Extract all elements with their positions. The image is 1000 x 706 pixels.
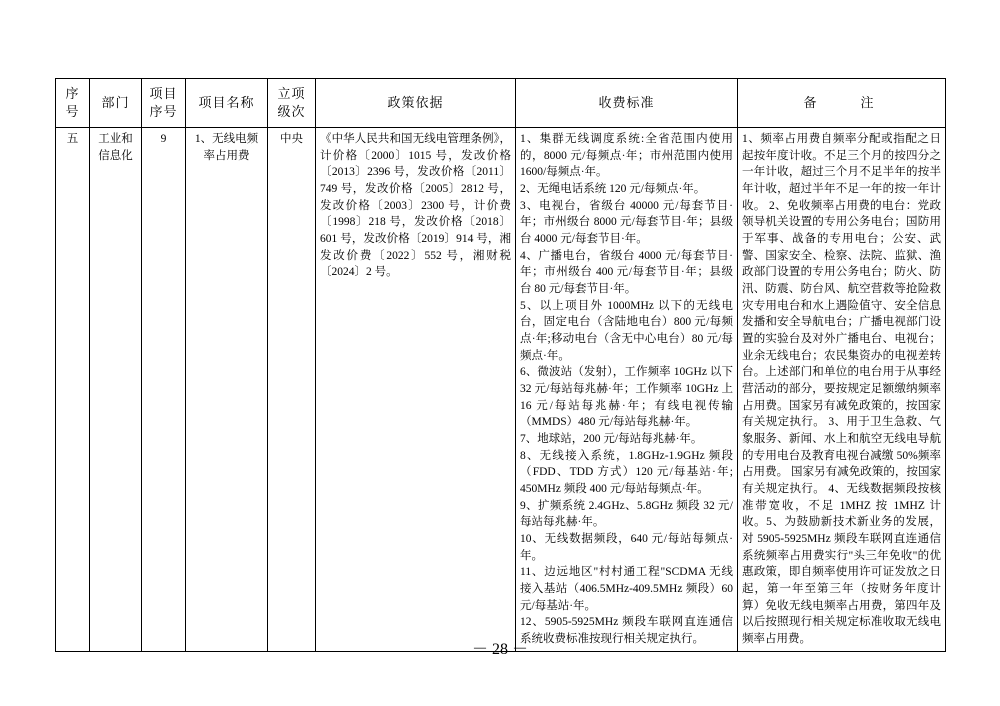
header-seq-label: 序号	[65, 86, 80, 119]
paragraph: 7、地球站，200 元/每站每兆赫·年。	[520, 433, 703, 446]
paragraph: 4、广播电台，省级台 4000 元/每套节目·年；市州级台 400 元/每套节目·年；县级台 80 元/每套节目·年。	[520, 249, 733, 296]
header-seq	[56, 79, 90, 128]
page-number: － 28 －	[471, 641, 528, 658]
header-standard	[516, 79, 738, 128]
header-dept-label: 部门	[101, 95, 130, 111]
header-policy	[316, 79, 516, 128]
header-standard-label: 收费标准	[598, 95, 655, 111]
header-remark	[738, 79, 946, 128]
paragraph: 1、集群无线调度系统:全省范围内使用的，8000 元/每频点·年；市州范围内使用 1600/每频点·年。	[520, 133, 733, 179]
header-level	[268, 79, 316, 128]
cell-item-name: 1、无线电频率占用费	[186, 128, 268, 652]
policy-text: 《中华人民共和国无线电管理条例》，计价格〔2000〕1015 号，发改价格〔2013〕2396 号，发改价格〔2011〕749 号，发改价格〔2005〕2812 号，发改价格〔2003〕2300 号，计价费〔1998〕218 号，发改价格〔2018〕601 号，发改价格〔2019〕914 号，湘发改价费〔2022〕552 号，湘财税〔2024〕2 号。	[320, 133, 511, 279]
header-item-no	[142, 79, 186, 128]
header-remark-label: 备 注	[803, 95, 880, 111]
table-header-row	[56, 79, 946, 128]
table-row	[56, 128, 946, 652]
header-item-no-label: 项目序号	[149, 86, 178, 119]
cell-dept: 工业和信息化	[90, 128, 142, 652]
cell-standard	[516, 128, 738, 652]
paragraph: 9、扩频系统 2.4GHz、5.8GHz 频段 32 元/每站每兆赫·年。	[520, 499, 733, 529]
header-level-label: 立项级次	[277, 86, 306, 119]
header-dept	[90, 79, 142, 128]
cell-level: 中央	[268, 128, 316, 652]
paragraph: 6、微波站（发射），工作频率 10GHz 以下 32 元/每站每兆赫·年；工作频率 10GHz 上 16 元/每站每兆赫·年；有线电视传输（MMDS）480 元/每站每兆赫·年。	[520, 366, 733, 429]
header-policy-label: 政策依据	[387, 95, 444, 111]
paragraph: 10、无线数据频段，640 元/每站每频点·年。	[520, 533, 733, 562]
paragraph: 11、边远地区"村村通工程"SCDMA 无线接入基站（406.5MHz-409.5MHz 频段）60 元/每基站·年。	[520, 566, 733, 612]
paragraph: 5、以上项目外 1000MHz 以下的无线电台，固定电台（含陆地电台）800 元/每频点·年;移动电台（含无中心电台）80 元/每频点·年。	[520, 299, 733, 362]
remark-list	[742, 131, 941, 648]
cell-item-no: 9	[142, 128, 186, 652]
cell-seq: 五	[56, 128, 90, 652]
paragraph: 3、电视台，省级台 40000 元/每套节目·年；市州级台 8000 元/每套节目·年；县级台 4000 元/每套节目·年。	[520, 199, 733, 246]
paragraph: 2、无绳电话系统 120 元/每频点·年。	[520, 183, 706, 196]
paragraph: 1、频率占用费自频率分配或指配之日起按年度计收。不足三个月的按四分之一年计收，超过三个月不足半年的按半年计收，超过半年不足一年的按一年计收。 2、免收频率占用费的电台：党政领导机关设置的专用公务电台；国防用于军事、战备的专用电台；公安、武警、国家安全、检察、法院、监狱、渔政部门设置的专用公务电台；防火、防汛、防震、防台风、航空营救等抢险救灾专用电台和水上遇险值守、安全信息发播和安全导航电台；广播电视部门设置的实验台及对外广播电台、电视台；业余无线电台；农民集资办的电视差转台。上述部门和单位的电台用于从事经营活动的部分，要按规定足额缴纳频率占用费。国家另有减免政策的，按国家有关规定执行。 3、用于卫生急救、气象服务、新闻、水上和航空无线电导航的专用电台及教育电视台减缴 50%频率占用费。 国家另有减免政策的，按国家有关规定执行。 4、无线数据频段按核准带宽收，不足 1MHZ 按 1MHZ 计收。5、为鼓励新技术新业务的发展，对 5905-5925MHz 频段车联网直连通信系统频率占用费实行"头三年免收"的优惠政策，即自频率使用许可证发放之日起，第一年至第三年（按财务年度计算）免收无线电频率占用费，第四年及以后按照现行相关规定标准收取无线电频率占用费。	[742, 133, 941, 646]
standard-list	[520, 131, 733, 648]
paragraph: 12、5905-5925MHz 频段车联网直连通信系统收费标准按现行相关规定执行。	[520, 616, 733, 646]
paragraph: 8、无线接入系统，1.8GHz-1.9GHz 频段（FDD、TDD 方式）120 元/每基站·年; 450MHz 频段 400 元/每站每频点·年。	[520, 449, 733, 496]
cell-remark	[738, 128, 946, 652]
header-item-name	[186, 79, 268, 128]
header-item-name-label: 项目名称	[198, 95, 255, 111]
cell-policy	[316, 128, 516, 652]
fee-schedule-table	[55, 78, 946, 652]
fee-table-container	[55, 78, 945, 652]
